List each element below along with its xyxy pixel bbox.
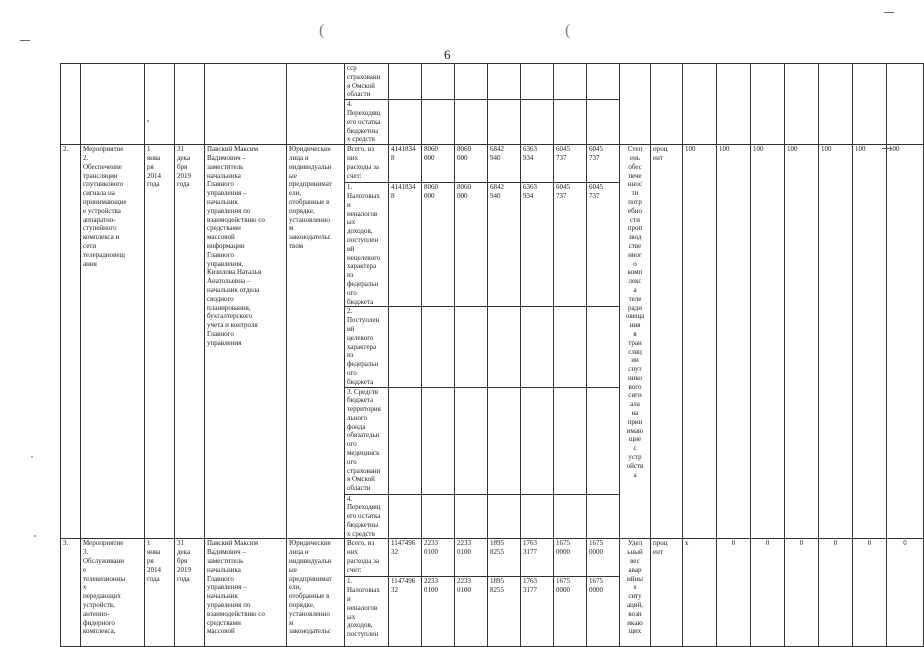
cell-empty [175,64,205,145]
amount-cell: 6045 737 [554,183,587,307]
target-value: 100 [683,145,717,539]
indicator-name: Степ ень обес пече ннос ти потр ебно сти проп звод стве нног о комп лекс а теле ради овеща ния в тран сляц ии спут нико вого сигн ала на прин имаю щие с устр ойств а [620,145,651,539]
cell-empty [81,64,145,145]
cell-empty [287,64,345,145]
funding-source-name: 2. Поступлен ий целевого характера из федеральн ого бюджета [345,307,389,387]
amount-cell: 6045 737 [587,145,620,183]
target-value: 0 [717,539,751,647]
funding-source-name: Всего, из них расходы за счет: [345,145,389,183]
amount-cell: 6842 940 [488,145,521,183]
start-date: 1 янва ря 2014 года [145,539,175,647]
executors: Павский Максим Вадимович – заместитель начальника Главного управления – начальник управления по взаимодействию со средствами массовой информации Главного управления, Кизилова Наталья Анатольевна – начальник отдела сводного планирования, бухгалтерского учета и контроля Главного управления [205,145,287,539]
amount-cell: 8060 000 [422,183,455,307]
amount-cell: 8060 000 [455,183,488,307]
target-value: х [683,539,717,647]
amount-cell: 1895 8255 [488,539,521,577]
page-number: 6 [444,47,451,62]
cell-empty [620,64,651,145]
table-row [61,64,924,100]
amount-cell: 2233 0100 [422,539,455,577]
indicator-name: Удел ьный вес авар ийны х ситу аций, возн икаю щих [620,539,651,647]
scan-speck [34,535,36,537]
funding-source-name: Всего, из них расходы за счет: [345,539,389,577]
amount-cell: 8060 000 [422,145,455,183]
unit-cell: проц ент [651,145,683,539]
row-number: 2. [61,145,81,539]
target-value: 100 [717,145,751,539]
start-date: 1 янва ря 2014 года [145,145,175,539]
amount-cell: 1147496 32 [389,539,422,577]
target-value: 0 [887,539,924,647]
target-value: 0 [853,539,887,647]
amount-cell: 6045 737 [554,145,587,183]
amount-cell: 8060 000 [455,145,488,183]
funding-source-name: 1. Налоговых и неналогов ых доходов, поступлен ий нецелевого характера из федеральн ого бюджета [345,183,389,307]
amount-cell: 6045 737 [587,183,620,307]
amount-cell: 6363 934 [521,183,554,307]
target-value: 0 [819,539,853,647]
scan-speck [884,12,894,13]
amount-cell: 1675 0000 [554,577,587,647]
target-value: 100 [819,145,853,539]
funding-source-name: 4. Переходящ его остатка бюджетны х средств [345,494,389,539]
amount-cell: 6842 940 [488,183,521,307]
cell-empty [61,64,81,145]
target-value: 0 [751,539,785,647]
funding-source-name: 3. Средств бюджета территория льного фонда обязательн ого медицинск ого страховани я Омской области [345,387,389,494]
amount-cell: 1675 0000 [587,539,620,577]
amount-cell: 1675 0000 [554,539,587,577]
event-name: Мероприятие 3. Обслуживани е телевизионны х передающих устройств, антенно- фидерного комплекса, [81,539,145,647]
target-value: 100 [751,145,785,539]
amount-cell: 1895 8255 [488,577,521,647]
target-value: 100 [785,145,819,539]
amount-cell: 4141834 8 [389,183,422,307]
funding-source-name: 1. Налоговых и неналогов ых доходов, поступлен [345,577,389,647]
end-date: 31 дека бря 2019 года [175,145,205,539]
amount-cell: 1147496 32 [389,577,422,647]
table-row [61,145,924,183]
amount-cell: 1763 3177 [521,539,554,577]
funding-source-cell: сср страховани я Омской области [345,64,389,100]
cell-empty [651,64,683,145]
scan-speck [20,40,30,41]
target-value: 100 [853,145,887,539]
amount-cell: 2233 0100 [455,539,488,577]
unit-cell: проц ент [651,539,683,647]
amount-cell: 4141834 8 [389,145,422,183]
executors: Павский Максим Вадимович – заместитель начальника Главного управления – начальник управления по взаимодействию со средствами массовой [205,539,287,647]
amount-cell: 6363 934 [521,145,554,183]
event-name: Мероприятие 2. Обеспечение трансляции спутникового сигнала на принимающие е устройства аппаратно- ступейного комплекса и сети телерадиовещ ания [81,145,145,539]
program-activities-table [60,63,924,647]
row-number: 3. [61,539,81,647]
cell-empty [205,64,287,145]
amount-cell: 2233 0100 [455,577,488,647]
target-value: 0 [785,539,819,647]
scan-speck [31,456,33,458]
funding-source-cell: 4. Переходящ его остатка бюджетны х средств [345,100,389,145]
amount-cell: 1675 0000 [587,577,620,647]
scan-mark-paren-left: ( [319,22,325,39]
recipients: Юридические лица и индивидуальн ые предпринимат ели, отобранные в порядке, установленно м законодательс [287,539,345,647]
table-row [61,539,924,577]
target-value: 100 [887,145,924,539]
end-date: 31 дека бря 2019 года [175,539,205,647]
recipients: Юридические лица и индивидуальн ые предпринимат ели, отобранные в порядке, установленно м законодательс твом [287,145,345,539]
scan-mark-paren-right: ( [565,22,571,39]
amount-cell: 1763 3177 [521,577,554,647]
amount-cell: 2233 0100 [422,577,455,647]
cell-empty [145,64,175,145]
